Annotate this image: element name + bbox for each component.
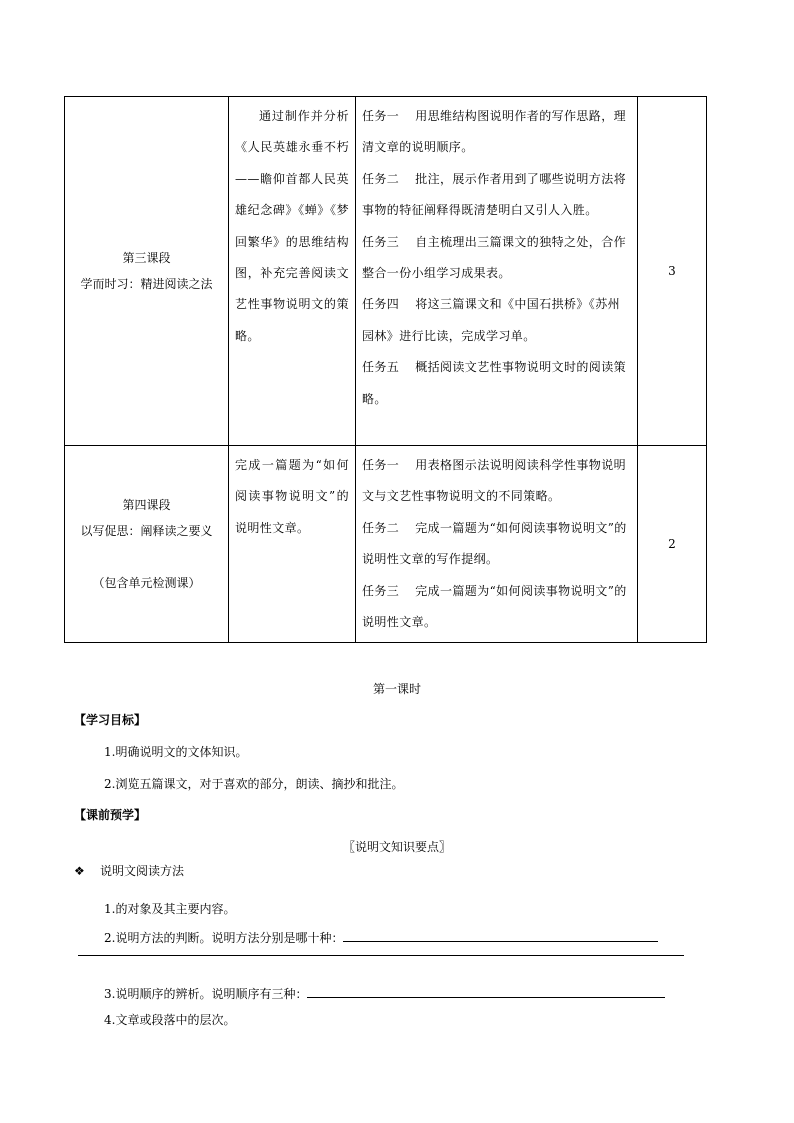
stage-spacer — [65, 544, 228, 570]
stage-title: 第三课段 — [122, 251, 171, 265]
task-item: 任务四 将这三篇课文和《中国石拱桥》《苏州园林》进行比读，完成学习单。 — [362, 297, 621, 343]
stage-title: 第四课段 — [122, 498, 171, 513]
activity-cell — [229, 446, 356, 643]
table-row — [65, 97, 707, 446]
tasks-cell — [356, 446, 638, 643]
task-item: 任务二 完成一篇题为“如何阅读事物说明文”的说明性文章的写作提纲。 — [362, 520, 627, 567]
diamond-bullet-icon: ❖ — [74, 864, 85, 878]
hours-cell — [638, 446, 707, 643]
method-item: 2.说明方法的判断。说明方法分别是哪十种： — [104, 927, 658, 946]
task-item: 任务一 用思维结构图说明作者的写作思路，理清文章的说明顺序。 — [362, 109, 627, 155]
method-heading-row — [74, 862, 184, 879]
task-item: 任务一 用表格图示法说明阅读科学性事物说明文与文艺性事物说明文的不同策略。 — [362, 458, 627, 504]
task-item: 任务三 完成一篇题为“如何阅读事物说明文”的说明性文章。 — [362, 583, 627, 630]
stage-note: （包含单元检测课） — [92, 576, 201, 591]
goal-item: 2.浏览五篇课文，对于喜欢的部分，朗读、摘抄和批注。 — [104, 777, 404, 791]
stage-cell — [65, 97, 229, 446]
answer-blank[interactable] — [343, 927, 658, 942]
answer-blank[interactable] — [307, 983, 665, 998]
stage-subtitle: 以写促思：阐释读之要义 — [80, 524, 213, 539]
knowledge-title: 〖说明文知识要点〗 — [342, 840, 451, 854]
method-item: 1.的对象及其主要内容。 — [104, 902, 236, 916]
activity-text: 通过制作并分析《人民英雄永垂不朽——瞻仰首都人民英雄纪念碑》《蝉》《梦回繁华》的思维结构图，补充完善阅读文艺性事物说明文的策略。 — [235, 109, 349, 343]
method-item: 3.说明顺序的辨析。说明顺序有三种： — [104, 983, 665, 1002]
method-heading: 说明文阅读方法 — [100, 864, 185, 878]
hours-value: 2 — [668, 537, 676, 552]
lesson-plan-table — [64, 96, 707, 643]
goals-heading: 【学习目标】 — [74, 713, 147, 727]
table-row — [65, 446, 707, 643]
stage-cell — [65, 446, 229, 643]
task-item: 任务五 概括阅读文艺性事物说明文时的阅读策略。 — [362, 360, 627, 406]
method-item: 4.文章或段落中的层次。 — [104, 1013, 236, 1027]
stage-subtitle: 学而时习：精进阅读之法 — [80, 277, 213, 291]
hours-value: 3 — [668, 264, 676, 278]
activity-cell — [229, 97, 356, 446]
tasks-cell — [356, 97, 638, 446]
activity-text: 完成一篇题为“如何阅读事物说明文”的说明性文章。 — [235, 458, 349, 535]
preview-heading: 【课前预学】 — [74, 808, 147, 822]
lesson-title: 第一课时 — [372, 682, 421, 696]
answer-line[interactable] — [78, 955, 684, 956]
goal-item: 1.明确说明文的文体知识。 — [104, 745, 248, 759]
hours-cell — [638, 97, 707, 446]
task-item: 任务三 自主梳理出三篇课文的独特之处，合作整合一份小组学习成果表。 — [362, 234, 627, 281]
task-item: 任务二 批注，展示作者用到了哪些说明方法将事物的特征阐释得既清楚明白又引人入胜。 — [362, 171, 627, 218]
